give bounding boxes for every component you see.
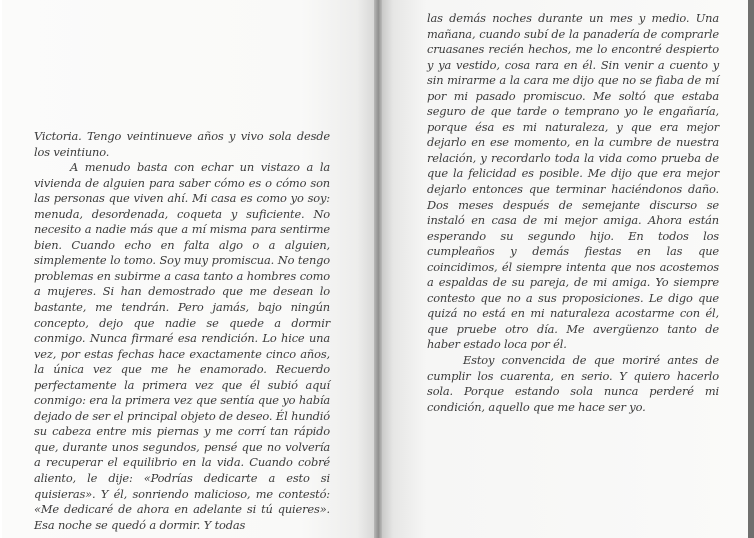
right-page-text	[427, 11, 719, 415]
left-paragraph-1: Victoria. Tengo veintinueve años y vivo sola desde los veintiuno.	[34, 129, 330, 159]
right-paragraph-1: las demás noches durante un mes y medio. Una mañana, cuando subí de la panadería de comprarle cruasanes recién hechos, me lo encontré despierto y ya vestido, cosa rara en él. Sin venir a cuento y sin mirarme a la cara me dijo que no se fiaba de mí por mi pasado promiscuo. Me soltó que estaba seguro de que tarde o temprano yo le engañaría, porque ésa es mi naturaleza, y que era mejor dejarlo en ese momento, en la cumbre de nuestra relación, y recordarlo toda la vida como prueba de que la felicidad es posible. Me dijo que era mejor dejarlo entonces que terminar haciéndonos daño. Dos meses después de semejante discurso se instaló en casa de mi mejor amiga. Ahora están esperando su segundo hijo. En todos los cumpleaños y demás fiestas en las que coincidimos, él siempre intenta que nos acostemos a espaldas de su pareja, de mi amiga. Yo siempre contesto que no a sus proposiciones. Le digo que quizá no está en mi naturaleza acostarme con él, que pruebe otro día. Me avergüenzo tanto de haber estado loca por él.	[427, 11, 719, 352]
left-page-text	[34, 129, 330, 533]
right-paragraph-2: Estoy convencida de que moriré antes de cumplir los cuarenta, en serio. Y quiero hacerlo sola. Porque estando sola nunca perderé mi condición, aquello que me hace ser yo.	[427, 353, 719, 414]
right-page	[382, 0, 752, 538]
left-page	[2, 0, 376, 538]
left-paragraph-2: A menudo basta con echar un vistazo a la vivienda de alguien para saber cómo es o cómo son las personas que viven ahí. Mi casa es como yo soy: menuda, desordenada, coqueta y suficiente. No necesito a nadie más que a mí misma para sentirme bien. Cuando echo en falta algo o a alguien, simplemente lo tomo. Soy muy promiscua. No tengo problemas en subirme a casa tanto a hombres como a mujeres. Si han demostrado que me desean lo bastante, me tendrán. Pero jamás, bajo ningún concepto, dejo que nadie se quede a dormir conmigo. Nunca firmaré esa rendición. Lo hice una vez, por estas fechas hace exactamente cinco años, la única vez que me he enamorado. Recuerdo perfectamente la primera vez que él subió aquí conmigo: era la primera vez que sentía que yo había dejado de ser el principal objeto de deseo. Él hundió su cabeza entre mis piernas y me corrí tan rápido que, durante unos segundos, pensé que no volvería a recuperar el equilibrio en la vida. Cuando cobré aliento, le dije: «Podrías dedicarte a esto si quisieras». Y él, sonriendo malicioso, me contestó: «Me dedicaré de ahora en adelante si tú quieres». Esa noche se quedó a dormir. Y todas	[34, 160, 330, 532]
page-edge-shadow	[748, 0, 754, 538]
